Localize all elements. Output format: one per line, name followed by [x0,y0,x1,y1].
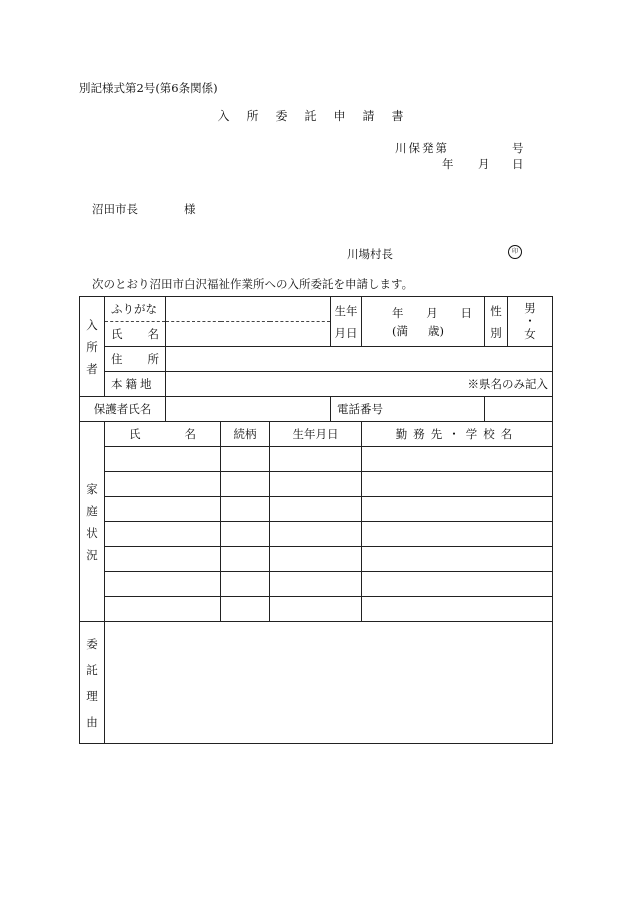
guardian-name-label: 保護者氏名 [80,397,166,422]
family-col-name: 氏 名 [105,422,221,447]
birthdate-input[interactable]: 年 月 日 (満 歳) [362,297,485,347]
honorific: 様 [184,202,196,216]
guardian-name-input[interactable] [166,397,331,422]
family-work-input[interactable] [362,547,553,572]
addressee: 沼田市長 [92,202,138,216]
family-work-input[interactable] [362,472,553,497]
table-row [80,472,553,497]
table-row [80,447,553,472]
family-relation-input[interactable] [221,522,270,547]
family-name-input[interactable] [105,472,221,497]
phone-input[interactable] [485,397,553,422]
family-relation-input[interactable] [221,547,270,572]
section-reason: 委 託 理 由 [80,622,105,744]
section-family: 家 庭 状 況 [80,422,105,622]
family-birth-input[interactable] [270,547,362,572]
doc-number-prefix: 川保発第 [395,141,449,155]
family-name-input[interactable] [105,547,221,572]
reason-input[interactable] [105,622,553,744]
name-label: 氏 名 [105,322,166,347]
family-birth-input[interactable] [270,522,362,547]
family-birth-input[interactable] [270,572,362,597]
section-applicant: 入 所 者 [80,297,105,397]
family-col-relation: 続柄 [221,422,270,447]
family-work-input[interactable] [362,522,553,547]
table-row [80,497,553,522]
family-work-input[interactable] [362,572,553,597]
family-name-input[interactable] [105,447,221,472]
name-input[interactable] [166,322,331,347]
table-row [80,597,553,622]
family-birth-input[interactable] [270,447,362,472]
table-row [80,522,553,547]
page-title: 入所委託申請書 [217,109,421,123]
family-name-input[interactable] [105,522,221,547]
family-work-input[interactable] [362,447,553,472]
family-col-birth: 生年月日 [270,422,362,447]
family-work-input[interactable] [362,497,553,522]
furigana-label: ふりがな [105,297,166,322]
form-label: 別記様式第2号(第6条関係) [79,81,218,95]
intro-text: 次のとおり沼田市白沢福祉作業所への入所委託を申請します。 [92,277,414,291]
domicile-input[interactable] [166,372,553,397]
family-name-input[interactable] [105,572,221,597]
sex-select[interactable]: 男 ・ 女 [508,297,553,347]
date-year-label: 年 [442,157,454,171]
family-relation-input[interactable] [221,597,270,622]
family-name-input[interactable] [105,497,221,522]
application-form [79,296,553,744]
family-birth-input[interactable] [270,597,362,622]
sex-label: 性 別 [485,297,508,347]
birthdate-label: 生年 月日 [331,297,362,347]
seal-icon: 印 [508,245,522,259]
domicile-label: 本籍地 [105,372,166,397]
family-relation-input[interactable] [221,497,270,522]
phone-label: 電話番号 [337,402,384,416]
family-work-input[interactable] [362,597,553,622]
family-name-input[interactable] [105,597,221,622]
family-relation-input[interactable] [221,447,270,472]
family-relation-input[interactable] [221,472,270,497]
family-relation-input[interactable] [221,572,270,597]
phone-label-cell [331,397,485,422]
family-col-work: 勤務先・学校名 [362,422,553,447]
domicile-note: ※県名のみ記入 [467,377,549,391]
date-day-label: 日 [512,157,524,171]
date-month-label: 月 [478,157,490,171]
table-row [80,572,553,597]
family-birth-input[interactable] [270,497,362,522]
address-label: 住 所 [105,347,166,372]
table-row [80,547,553,572]
family-birth-input[interactable] [270,472,362,497]
address-input[interactable] [166,347,553,372]
sender: 川場村長 [347,247,393,261]
furigana-input[interactable] [166,297,331,322]
doc-number-suffix: 号 [512,141,524,155]
